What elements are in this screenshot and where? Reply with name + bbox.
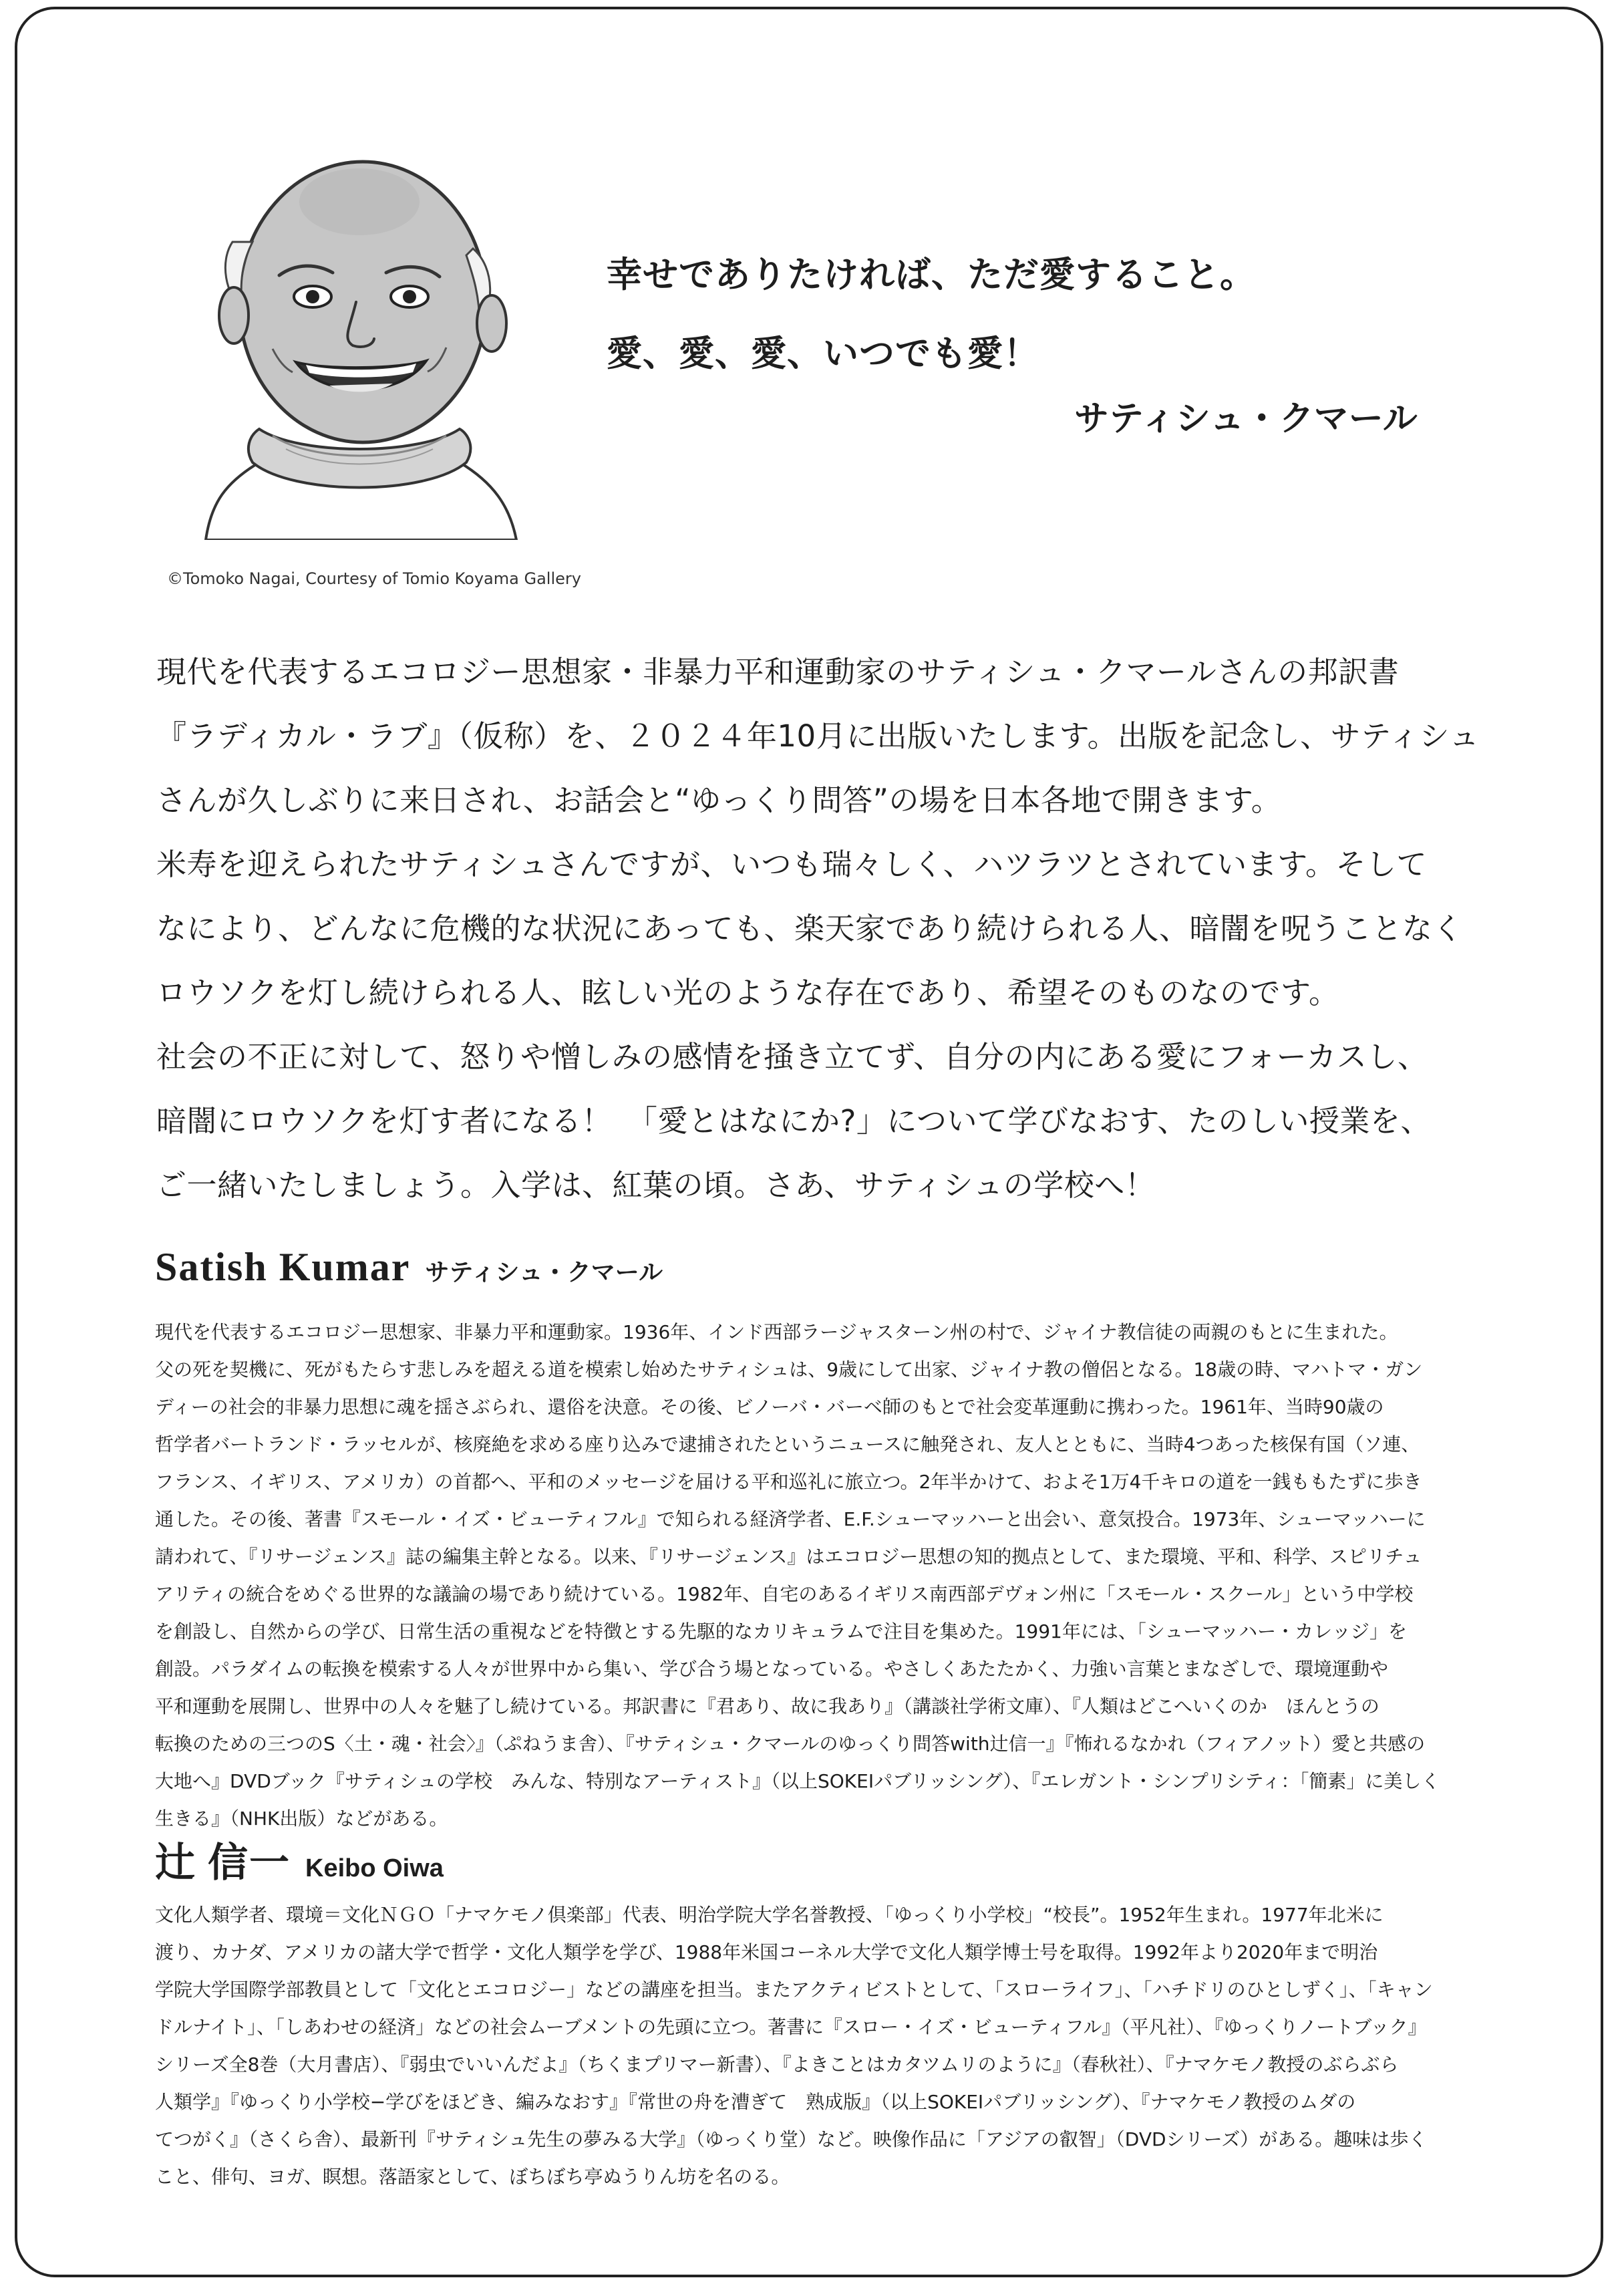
image-credit: ©Tomoko Nagai, Courtesy of Tomio Koyama Gallery [167,569,581,588]
bio-line: 創設。パラダイムの転換を模索する人々が世界中から集い、学び合う場となっている。やさしくあたたかく、力強い言葉とまなざしで、環境運動や [155,1658,1389,1680]
bio-line: 人類学』『ゆっくり小学校−学びをほどき、編みなおす』『常世の舟を漕ぎて 熟成版』（以上SOKEIパブリッシング）、『ナマケモノ教授のムダの [155,2091,1356,2113]
bio-line: フランス、イギリス、アメリカ）の首都へ、平和のメッセージを届ける平和巡礼に旅立つ。2年半かけて、およそ1万4千キロの道を一銭ももたずに歩き [155,1471,1422,1493]
intro-line: なにより、どんなに危機的な状況にあっても、楽天家であり続けられる人、暗闇を呪うことなく [156,911,1464,946]
bio-line: ディーの社会的非暴力思想に魂を揺さぶられ、還俗を決意。その後、ビノーバ・バーベ師のもとで社会変革運動に携わった。1961年、当時90歳の [155,1396,1384,1418]
bio-line: てつがく』（さくら舎）、最新刊『サティシュ先生の夢みる大学』（ゆっくり堂）など。映像作品に「アジアの叡智」（DVDシリーズ）がある。趣味は歩く [155,2128,1428,2150]
intro-line: 米寿を迎えられたサティシュさんですが、いつも瑞々しく、ハツラツとされています。そして [156,847,1428,882]
bio-line: ドルナイト」、「しあわせの経済」などの社会ムーブメントの先頭に立つ。著書に『スロー・イズ・ビューティフル』（平凡社）、『ゆっくりノートブック』 [155,2016,1427,2038]
quote-line-2: 愛、愛、愛、いつでも愛！ [607,333,1039,374]
intro-line: ロウソクを灯し続けられる人、眩しい光のような存在であり、希望そのものなのです。 [156,975,1339,1010]
intro-line: 社会の不正に対して、怒りや憎しみの感情を掻き立てず、自分の内にある愛にフォーカスし、 [156,1039,1428,1075]
bio-line: 請われて、『リサージェンス』誌の編集主幹となる。以来、『リサージェンス』はエコロジー思想の知的拠点として、また環境、平和、科学、スピリチュ [155,1546,1422,1568]
intro-line: ご一緒いたしましょう。入学は、紅葉の頃。さあ、サティシュの学校へ！ [156,1167,1156,1203]
intro-line: 暗闇にロウソクを灯す者になる！ 「愛とはなにか?」について学びなおす、たのしい授業を、 [156,1103,1431,1139]
bio-line: 大地へ』DVDブック『サティシュの学校 みんな、特別なアーティスト』（以上SOKEIパブリッシング）、『エレガント・シンプリシティ：「簡素」に美しく [155,1770,1440,1792]
bio-line: 文化人類学者、環境＝文化ＮＧＯ「ナマケモノ倶楽部」代表、明治学院大学名誉教授、「ゆっくり小学校」“校長”。1952年生まれ。1977年北米に [155,1904,1384,1926]
bio-line: 渡り、カナダ、アメリカの諸大学で哲学・文化人類学を学び、1988年米国コーネル大学で文化人類学博士号を取得。1992年より2020年まで明治 [155,1941,1378,1963]
satish-name-en: Satish Kumar [155,1245,411,1289]
tsuji-bio [155,1896,1491,2196]
quote [607,235,1256,393]
intro-line: 現代を代表するエコロジー思想家・非暴力平和運動家のサティシュ・クマールさんの邦訳書 [156,654,1400,690]
satish-bio [155,1314,1491,1838]
satish-name-ja: サティシュ・クマール [425,1259,663,1286]
intro-line: さんが久しぶりに来日され、お話会と“ゆっくり問答”の場を日本各地で開きます。 [156,782,1282,818]
tsuji-name-ja: 辻 信一 [155,1841,291,1885]
bio-line: アリティの統合をめぐる世界的な議論の場であり続けている。1982年、自宅のあるイギリス南西部デヴォン州に「スモール・スクール」という中学校 [155,1583,1414,1605]
bio-line: 転換のための三つのS〈土・魂・社会〉』（ぷねうま舎）、『サティシュ・クマールのゆっくり問答with辻信一』『怖れるなかれ（フィアノット）愛と共感の [155,1733,1426,1755]
intro-line: 『ラディカル・ラブ』（仮称）を、２０２４年10月に出版いたします。出版を記念し、サティシュ [156,718,1480,754]
tsuji-name-en: Keibo Oiwa [305,1854,444,1882]
bio-line: を創設し、自然からの学び、日常生活の重視などを特徴とする先駆的なカリキュラムで注目を集めた。1991年には、「シューマッハー・カレッジ」を [155,1620,1407,1642]
bio-line: 生きる』（NHK出版）などがある。 [155,1808,448,1830]
bio-line: 現代を代表するエコロジー思想家、非暴力平和運動家。1936年、インド西部ラージャスターン州の村で、ジャイナ教信徒の両親のもとに生まれた。 [155,1321,1398,1343]
portrait-illustration [179,148,540,540]
bio-line: こと、俳句、ヨガ、瞑想。落語家として、ぼちぼち亭ぬうりん坊を名のる。 [155,2166,790,2188]
quote-line-1: 幸せでありたければ、ただ愛すること。 [607,254,1256,295]
bio-line: 通した。その後、著書『スモール・イズ・ビューティフル』で知られる経済学者、E.F.シューマッハーと出会い、意気投合。1973年、シューマッハーに [155,1508,1426,1530]
bio-line: 平和運動を展開し、世界中の人々を魅了し続けている。邦訳書に『君あり、故に我あり』（講談社学術文庫）、『人類はどこへいくのか ほんとうの [155,1695,1379,1717]
tsuji-heading [155,1831,444,1888]
bio-line: 父の死を契機に、死がもたらす悲しみを超える道を模索し始めたサティシュは、9歳にして出家、ジャイナ教の僧侶となる。18歳の時、マハトマ・ガン [155,1358,1423,1381]
bio-line: シリーズ全8巻（大月書店）、『弱虫でいいんだよ』（ちくまプリマー新書）、『よきことはカタツムリのように』（春秋社）、『ナマケモノ教授のぶらぶら [155,2053,1399,2076]
bio-line: 哲学者バートランド・ラッセルが、核廃絶を求める座り込みで逮捕されたというニュースに触発され、友人とともに、当時4つあった核保有国（ソ連、 [155,1433,1420,1455]
satish-heading [155,1244,663,1290]
intro-text [156,640,1492,1218]
bio-line: 学院大学国際学部教員として「文化とエコロジー」などの講座を担当。またアクティビストとして、「スローライフ」、「ハチドリのひとしずく」、「キャン [155,1979,1433,2001]
quote-author: サティシュ・クマール [1074,398,1418,439]
